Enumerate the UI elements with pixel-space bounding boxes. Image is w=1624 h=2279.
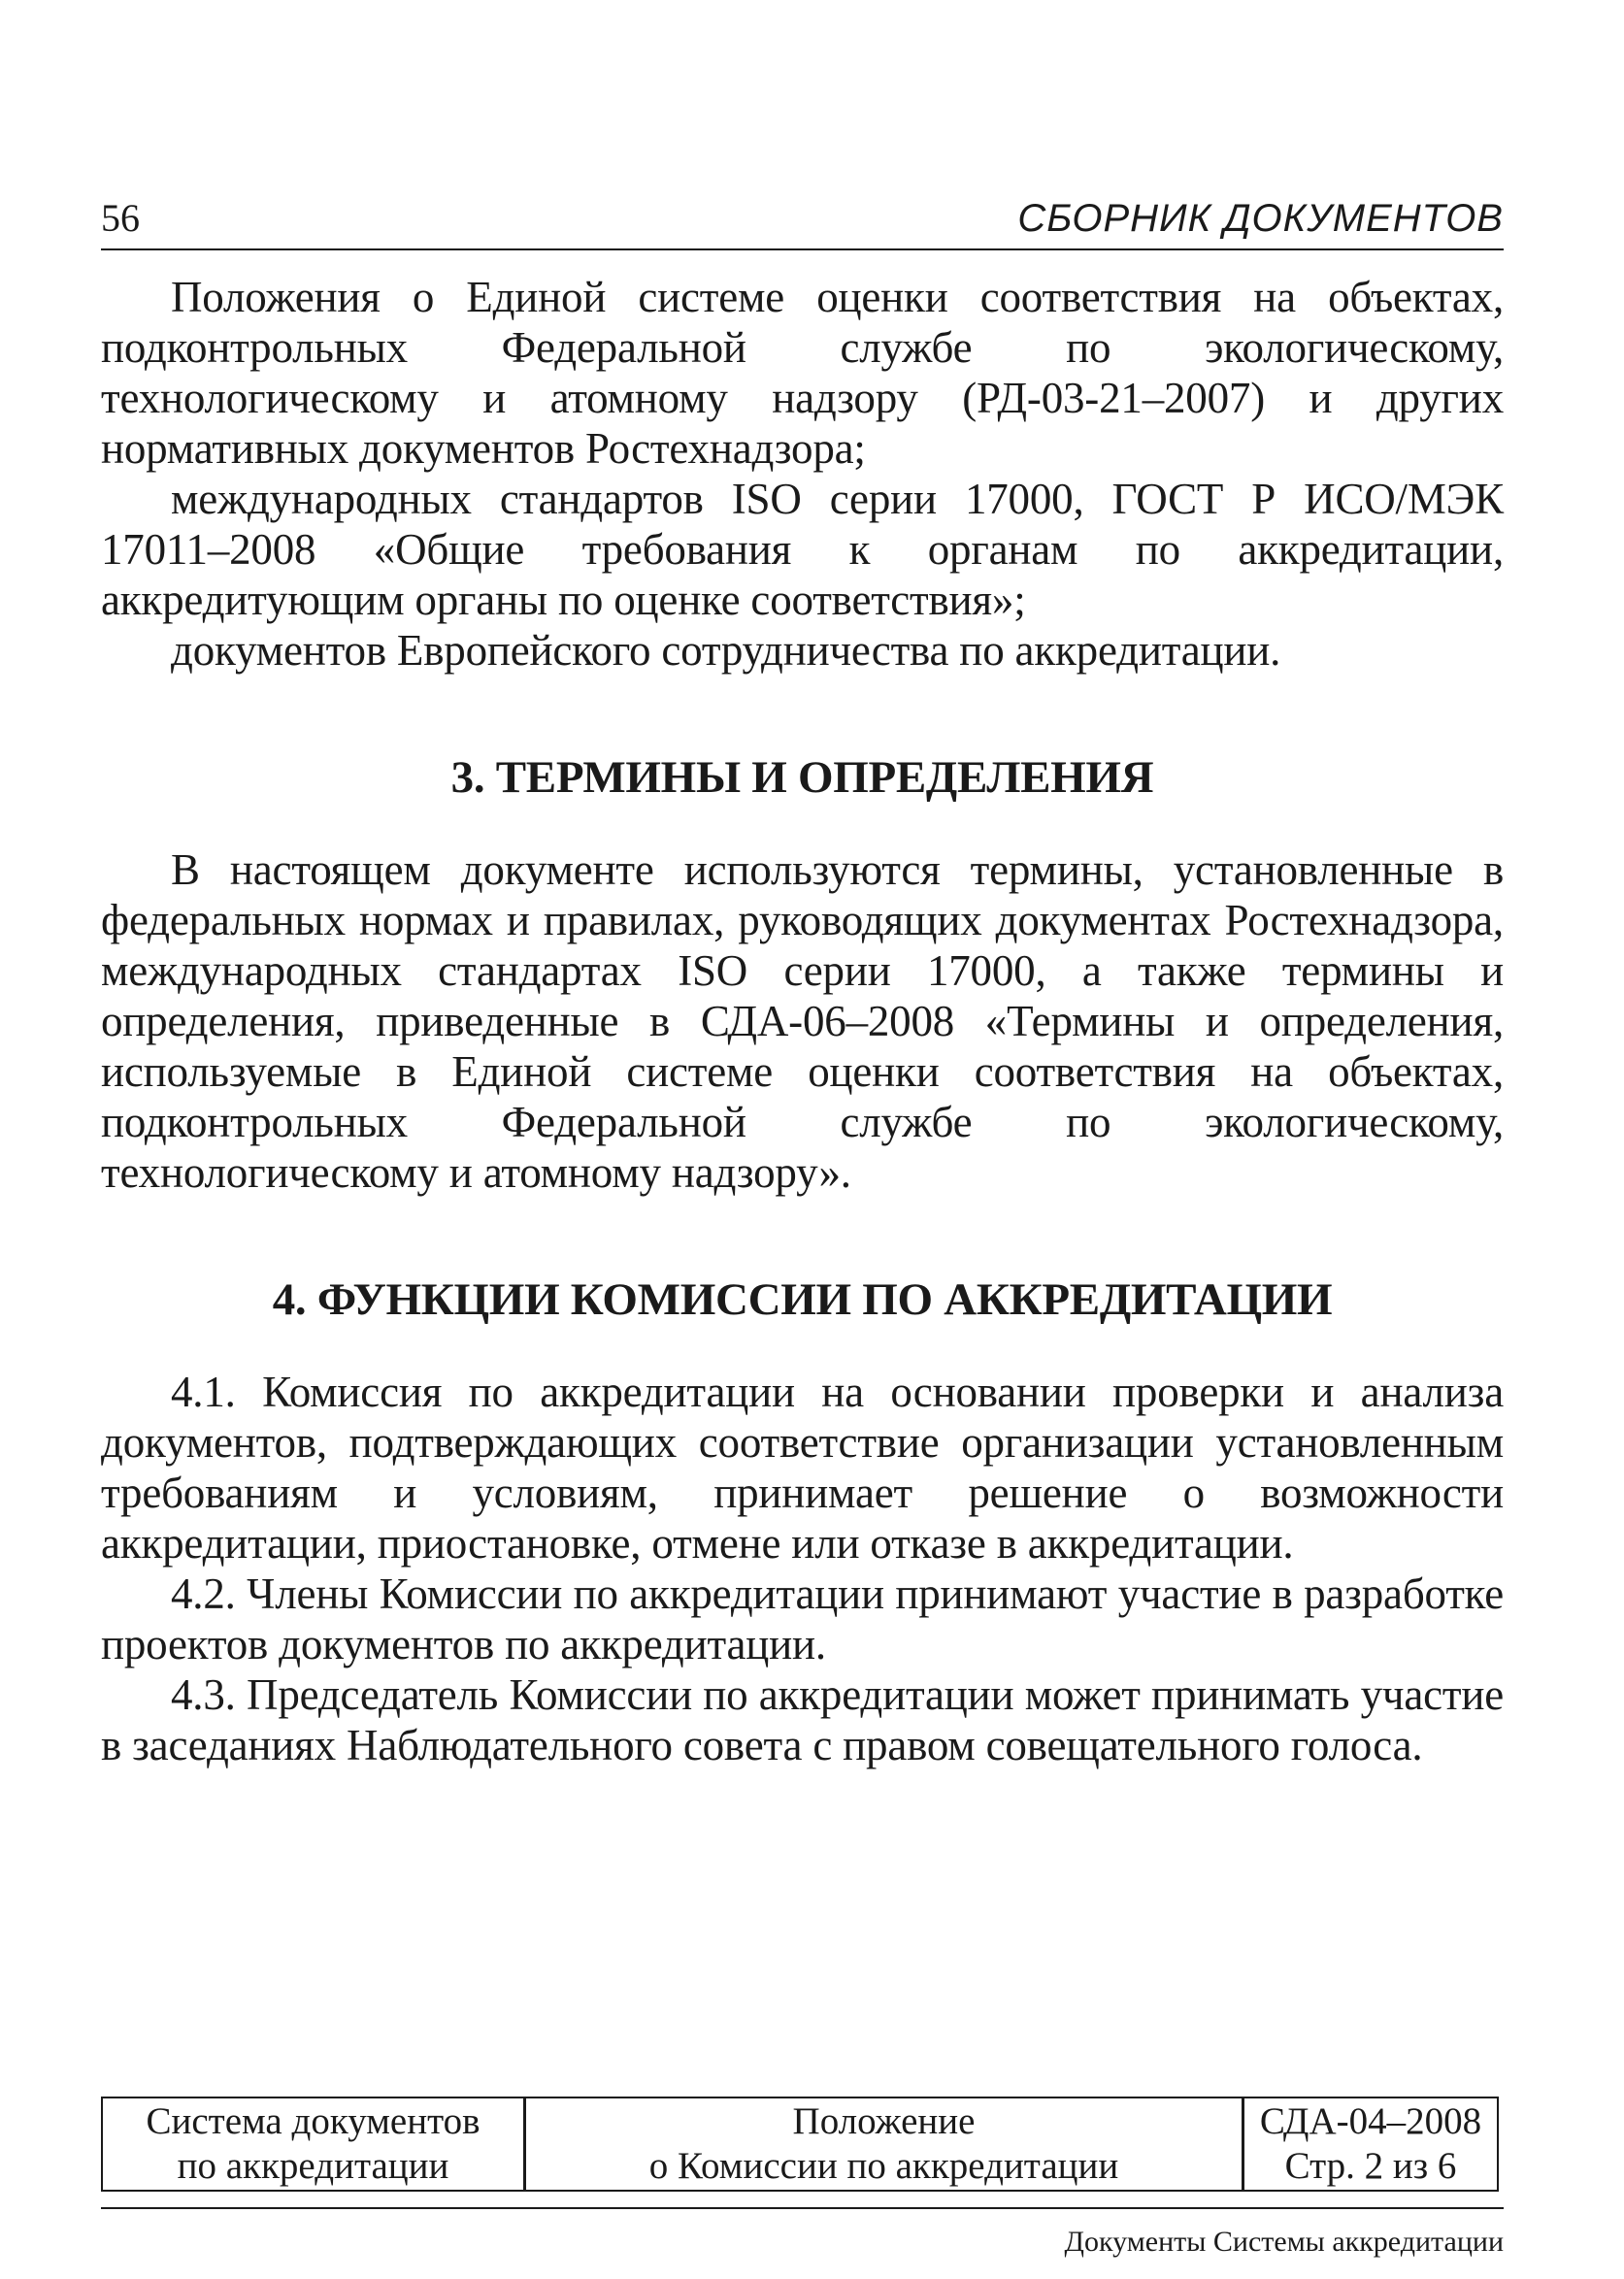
document-stamp-table xyxy=(101,2097,1499,2192)
doc-system-line-1: Система документов xyxy=(146,2100,481,2142)
page-number: 56 xyxy=(101,196,140,240)
clause-4-3: 4.3. Председатель Комиссии по аккредитации может принимать участие в заседаниях Наблюдательного совета с правом совещательного голоса. xyxy=(101,1670,1504,1769)
running-header-title: СБОРНИК ДОКУМЕНТОВ xyxy=(1017,197,1504,240)
footer-rule xyxy=(101,2207,1504,2209)
footer-note: Документы Системы аккредитации xyxy=(1064,2226,1504,2258)
running-header xyxy=(101,190,1504,247)
clause-4-2: 4.2. Члены Комиссии по аккредитации принимают участие в разработке проектов документов по аккредитации. xyxy=(101,1569,1504,1668)
intro-paragraph-1: Положения о Единой системе оценки соответствия на объектах, подконтрольных Федеральной службе по экологическому, технологическому и атомному надзору (РД-03-21–2007) и других нормативных документов Ростехнадзора; xyxy=(101,273,1504,473)
doc-system-line-2: по аккредитации xyxy=(177,2145,449,2187)
section-3-heading: 3. ТЕРМИНЫ И ОПРЕДЕЛЕНИЯ xyxy=(450,752,1154,803)
doc-code-cell xyxy=(1244,2098,1497,2190)
page-content xyxy=(101,272,1504,1770)
clause-4-1: 4.1. Комиссия по аккредитации на основании проверки и анализа документов, подтверждающих соответствие организации установленным требованиям и условиям, принимает решение о возможности аккредитации, приостановке, отмене или отказе в аккредитации. xyxy=(101,1368,1504,1568)
header-rule xyxy=(101,248,1504,250)
doc-page-indicator: Стр. 2 из 6 xyxy=(1284,2145,1457,2187)
doc-system-cell xyxy=(103,2098,526,2190)
doc-code: СДА-04–2008 xyxy=(1259,2100,1482,2142)
section-3-paragraph: В настоящем документе используются термины, установленные в федеральных нормах и правилах, руководящих документах Ростехнадзора, международных стандартах ISO серии 17000, а также термины и определения, приведенные в СДА-06–2008 «Термины и определения, используемые в Единой системе оценки соответствия на объектах, подконтрольных Федеральной службе по экологическому, технологическому и атомному надзору». xyxy=(101,845,1504,1197)
intro-paragraph-2: международных стандартов ISO серии 17000, ГОСТ Р ИСО/МЭК 17011–2008 «Общие требования к органам по аккредитации, аккредитующим органы по оценке соответствия»; xyxy=(101,475,1504,624)
doc-title-line-2: о Комиссии по аккредитации xyxy=(648,2145,1119,2187)
intro-paragraph-3: документов Европейского сотрудничества по аккредитации. xyxy=(171,626,1281,675)
section-4-heading: 4. ФУНКЦИИ КОМИССИИ ПО АККРЕДИТАЦИИ xyxy=(272,1274,1333,1325)
doc-title-line-1: Положение xyxy=(792,2100,976,2142)
doc-title-cell xyxy=(526,2098,1244,2190)
